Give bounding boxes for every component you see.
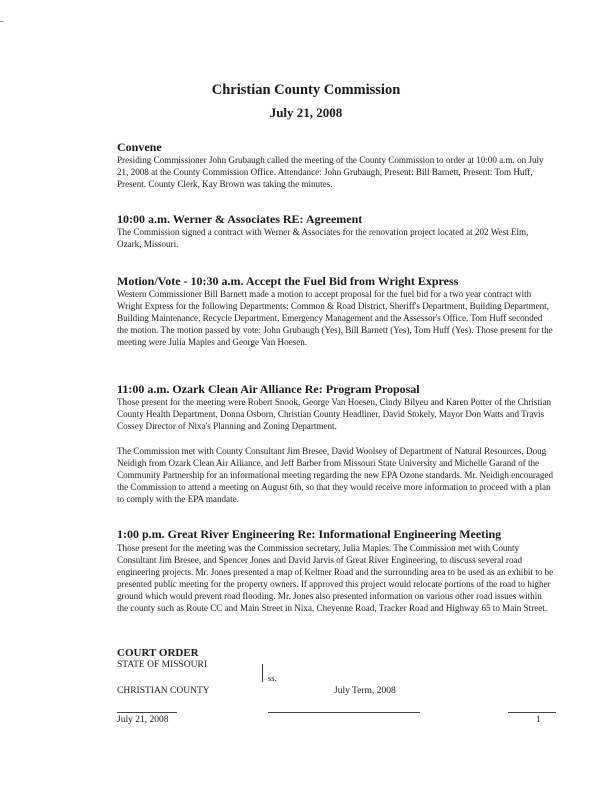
footer-date: July 21, 2008 <box>117 715 169 725</box>
court-order-bracket <box>262 664 267 682</box>
section-heading-engineering: 1:00 p.m. Great River Engineering Re: Informational Engineering Meeting <box>117 527 502 541</box>
court-order-title: COURT ORDER <box>117 647 199 659</box>
section-heading-werner: 10:00 a.m. Werner & Associates RE: Agreement <box>117 212 363 226</box>
margin-mark: - <box>0 16 4 27</box>
section-paragraph-engineering: Those present for the meeting was the Commission secretary, Julia Maples. The Commission met with County Consultant Jim Bresee, and Spencer Jones and David Jarvis of Great River Engineering, to discuss several road engineering projects. Mr. Jones presented a map of Keltner Road and the surrounding area to be used as an exhibit to be presented public meeting for the property owners. If approved this project would relocate portions of the road to higher ground which would prevent road flooding. Mr. Jones also presented information on various other road issues within the county such as Route CC and Main Street in Nixa, Cheyenne Road, Tracker Road and Highway 65 to Main Street. <box>117 543 554 613</box>
footer-rule-right <box>508 712 556 713</box>
court-order-county: CHRISTIAN COUNTY <box>117 686 210 696</box>
footer-rule-left <box>117 712 177 713</box>
document-date: July 21, 2008 <box>269 105 343 120</box>
court-order-ss: ss. <box>268 673 277 683</box>
footer-rule-center <box>268 712 420 713</box>
section-paragraph-werner: The Commission signed a contract with Werner & Associates for the renovation project located at 202 West Elm, Ozark, Missouri. <box>117 227 529 249</box>
document-title: Christian County Commission <box>211 82 401 98</box>
section-paragraph-clean-air-1: Those present for the meeting were Robert Snook, George Van Hoesen, Cindy Bilyeu and Karen Potter of the Christian County Health Department, Donna Osborn, Christian County Headliner, David Stokely, Mayor Don Watts and Travis Cossey Director of Nixa's Planning and Zoning Department. <box>117 397 552 431</box>
section-heading-convene: Convene <box>117 140 162 154</box>
footer-page-number: 1 <box>536 715 541 725</box>
court-order-term: July Term, 2008 <box>334 686 396 696</box>
section-paragraph-fuel-bid: Western Commissioner Bill Barnett made a motion to accept proposal for the fuel bid for a two year contract with Wright Express for the following Departments: Common & Road District, Sheriff's Department, Building Department, Building Maintenance, Recycle Department, Emergency Management and the Assessor's Office. Tom Huff seconded the motion. The motion passed by vote: John Grubaugh (Yes), Bill Barnett (Yes), Tom Huff (Yes). Those present for the meeting were Julia Maples and George Van Hoesen. <box>117 289 553 347</box>
section-heading-clean-air: 11:00 a.m. Ozark Clean Air Alliance Re: Program Proposal <box>117 382 420 396</box>
court-order-state: STATE OF MISSOURI <box>117 660 208 670</box>
section-paragraph-clean-air-2: The Commission met with County Consultant Jim Bresee, David Woolsey of Department of Natural Resources, Doug Neidigh from Ozark Clean Air Alliance, and Jeff Barber from Missouri State University and Michelle Garand of the Community Partnership for an informational meeting regarding the new EPA Ozone standards. Mr. Neidigh encouraged the Commission to attend a meeting on August 6th, so that they would receive more information to proceed with a plan to comply with the EPA mandate. <box>117 446 554 504</box>
section-paragraph-convene: Presiding Commissioner John Grubaugh called the meeting of the County Commission to order at 10:00 a.m. on July 21, 2008 at the County Commission Office. Attendance: John Grubaugh, Present: Bill Barnett, Present: Tom Huff, Present. County Clerk, Kay Brown was taking the minutes. <box>117 155 544 189</box>
section-heading-fuel-bid: Motion/Vote - 10:30 a.m. Accept the Fuel Bid from Wright Express <box>117 274 459 288</box>
